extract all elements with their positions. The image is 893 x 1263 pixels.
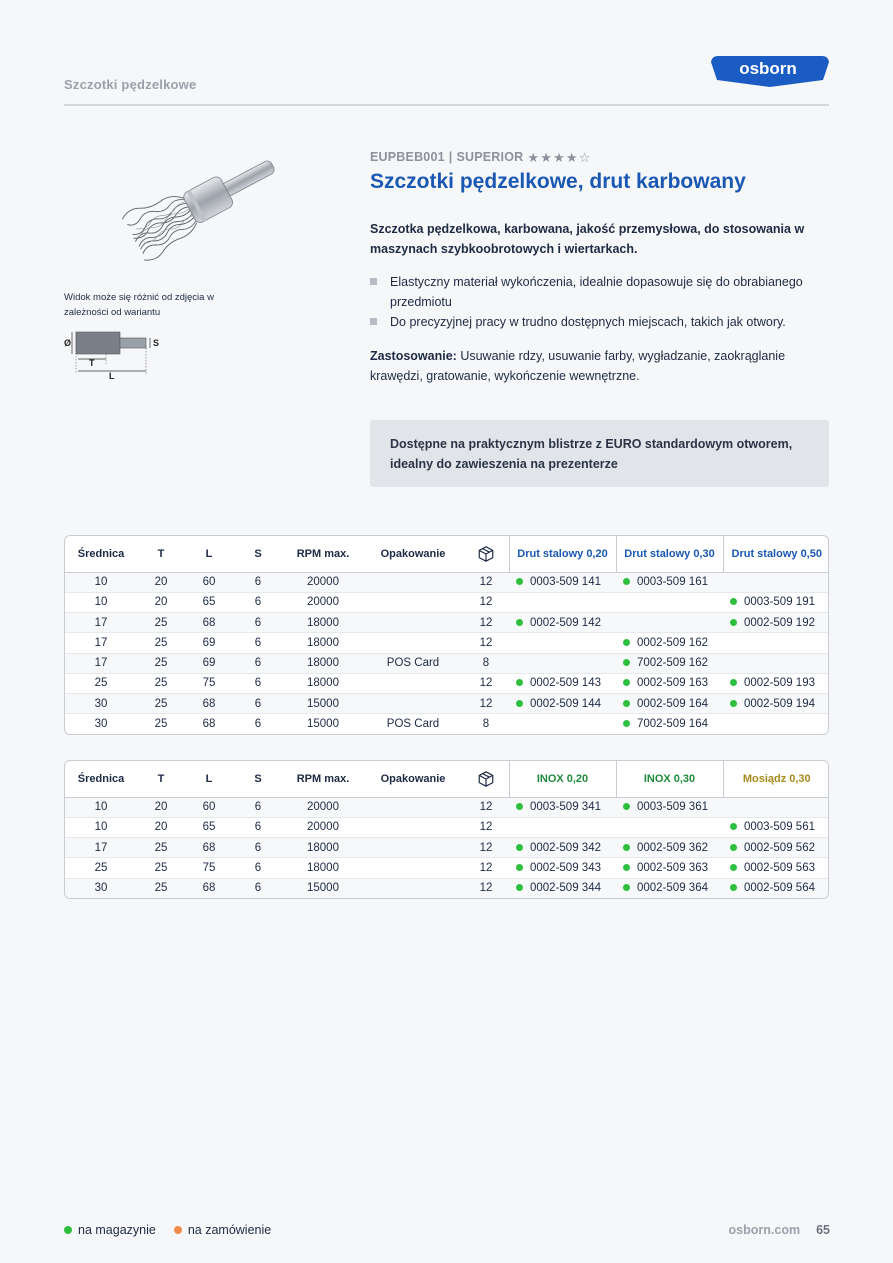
article-number: 0002-509 564: [744, 882, 815, 895]
cell-rpm: 18000: [283, 653, 363, 673]
page-number: 65: [816, 1223, 830, 1237]
cell-rpm: 20000: [283, 797, 363, 817]
article-number: 0003-509 341: [530, 801, 601, 814]
cell-l: 60: [185, 797, 233, 817]
article-number: 0003-509 191: [744, 596, 815, 609]
in-stock-dot-icon: [623, 578, 630, 585]
legend-label: na magazynie: [78, 1223, 156, 1237]
package-box-icon: [477, 545, 495, 563]
cell-s: 6: [233, 797, 283, 817]
cell-article-empty: [723, 653, 829, 673]
cell-diameter: 17: [65, 653, 137, 673]
header-variant-2: INOX 0,30: [616, 761, 723, 797]
cell-article-number[interactable]: [509, 673, 616, 693]
article-number: 0002-509 192: [744, 616, 815, 629]
cell-diameter: 30: [65, 694, 137, 714]
in-stock-dot-icon: [516, 578, 523, 585]
header-s: S: [233, 536, 283, 572]
sku-code: EUPBEB001: [370, 150, 445, 164]
cell-s: 6: [233, 817, 283, 837]
cell-s: 6: [233, 633, 283, 653]
cell-article-empty: [723, 572, 829, 592]
cell-diameter: 10: [65, 797, 137, 817]
legend-on-order: [174, 1223, 271, 1237]
article-number: 0002-509 364: [637, 882, 708, 895]
cell-t: 25: [137, 858, 185, 878]
footer: [729, 1223, 830, 1237]
cell-t: 20: [137, 797, 185, 817]
in-stock-dot-icon: [623, 700, 630, 707]
cell-t: 25: [137, 714, 185, 734]
star-filled-icon: ★: [540, 149, 553, 165]
cell-article-number[interactable]: [616, 572, 723, 592]
cell-package-qty: 12: [463, 817, 509, 837]
cell-package-qty: 12: [463, 572, 509, 592]
product-title: Szczotki pędzelkowe, drut karbowany: [370, 170, 746, 193]
header-t: T: [137, 536, 185, 572]
article-number: 0002-509 562: [744, 841, 815, 854]
cell-article-empty: [616, 817, 723, 837]
cell-diameter: 10: [65, 572, 137, 592]
article-number: 0002-509 193: [744, 677, 815, 690]
cell-s: 6: [233, 653, 283, 673]
cell-article-number[interactable]: [616, 858, 723, 878]
star-filled-icon: ★: [527, 149, 540, 165]
section-title: Szczotki pędzelkowe: [64, 77, 197, 92]
in-stock-dot-icon: [730, 844, 737, 851]
article-number: 0002-509 363: [637, 861, 708, 874]
article-number: 0002-509 143: [530, 677, 601, 690]
header-variant-1: Drut stalowy 0,20: [509, 536, 616, 572]
article-number: 0002-509 344: [530, 882, 601, 895]
bullet-square-icon: [370, 318, 377, 325]
application-description: Usuwanie rdzy, usuwanie farby, wygładzanie, zaokrąglanie krawędzi, gratowanie, wykończenie wewnętrzne.: [370, 349, 786, 383]
in-stock-dot-icon: [623, 803, 630, 810]
cell-l: 69: [185, 633, 233, 653]
cell-article-empty: [616, 613, 723, 633]
cell-s: 6: [233, 673, 283, 693]
cell-s: 6: [233, 838, 283, 858]
in-stock-dot-icon: [516, 884, 523, 891]
cell-t: 25: [137, 653, 185, 673]
star-filled-icon: ★: [565, 149, 578, 165]
cell-packaging: [363, 592, 463, 612]
sku-line: [370, 150, 592, 164]
star-empty-icon: ☆: [578, 149, 591, 165]
cell-article-number[interactable]: [723, 858, 829, 878]
cell-article-empty: [616, 592, 723, 612]
header-rpm: RPM max.: [283, 536, 363, 572]
brush-product-image: [96, 142, 286, 282]
in-stock-dot-icon: [516, 864, 523, 871]
osborn-logo: [710, 52, 830, 88]
product-lead: Szczotka pędzelkowa, karbowana, jakość przemysłowa, do stosowania w maszynach szybkoobrotowych i wiertarkach.: [370, 222, 805, 256]
cell-article-empty: [509, 633, 616, 653]
in-stock-dot-icon: [516, 803, 523, 810]
cell-article-number[interactable]: [723, 694, 829, 714]
table-row: [65, 714, 829, 734]
table-row: [65, 653, 829, 673]
image-disclaimer: Widok może się różnić od zdjęcia w zależności od wariantu: [64, 292, 214, 318]
header-variant-1: INOX 0,20: [509, 761, 616, 797]
header-variant-3: Drut stalowy 0,50: [723, 536, 829, 572]
cell-l: 68: [185, 694, 233, 714]
in-stock-dot-icon: [730, 679, 737, 686]
in-stock-dot-icon: [623, 884, 630, 891]
cell-packaging: [363, 572, 463, 592]
cell-diameter: 25: [65, 673, 137, 693]
cell-l: 75: [185, 858, 233, 878]
in-stock-dot-icon: [623, 844, 630, 851]
article-number: 0002-509 144: [530, 697, 601, 710]
cell-packaging: [363, 797, 463, 817]
header-rpm: RPM max.: [283, 761, 363, 797]
cell-article-empty: [509, 714, 616, 734]
cell-article-empty: [723, 797, 829, 817]
cell-rpm: 15000: [283, 694, 363, 714]
header-s: S: [233, 761, 283, 797]
cell-rpm: 15000: [283, 714, 363, 734]
dimension-diagram: [62, 328, 172, 380]
cell-article-number[interactable]: [616, 878, 723, 898]
cell-article-number[interactable]: [509, 613, 616, 633]
variants-table-inox-brass: [64, 760, 829, 899]
cell-rpm: 18000: [283, 633, 363, 653]
cell-rpm: 20000: [283, 572, 363, 592]
dim-label-s: S: [153, 338, 160, 348]
cell-article-number[interactable]: [509, 838, 616, 858]
article-number: 7002-509 162: [637, 657, 708, 670]
cell-diameter: 30: [65, 714, 137, 734]
article-number: 0002-509 163: [637, 677, 708, 690]
cell-packaging: [363, 858, 463, 878]
cell-diameter: 10: [65, 817, 137, 837]
cell-article-empty: [509, 592, 616, 612]
sku-separator: |: [448, 150, 453, 164]
cell-diameter: 17: [65, 633, 137, 653]
package-box-icon: [477, 770, 495, 788]
cell-packaging: [363, 838, 463, 858]
bullet-square-icon: [370, 278, 377, 285]
legend-label: na zamówienie: [187, 1223, 272, 1237]
cell-package-qty: 8: [463, 653, 509, 673]
cell-rpm: 20000: [283, 817, 363, 837]
application-text: [370, 346, 825, 386]
table-row: [65, 797, 829, 817]
feature-list: [370, 272, 825, 332]
table-row: [65, 572, 829, 592]
cell-s: 6: [233, 714, 283, 734]
dim-label-diameter: Ø: [64, 338, 72, 348]
cell-article-number[interactable]: [723, 838, 829, 858]
cell-rpm: 18000: [283, 838, 363, 858]
cell-package-qty: 12: [463, 797, 509, 817]
cell-article-number[interactable]: [616, 673, 723, 693]
in-stock-dot-icon: [623, 639, 630, 646]
cell-packaging: [363, 817, 463, 837]
table-row: [65, 613, 829, 633]
header-divider: [64, 104, 829, 106]
table-row: [65, 673, 829, 693]
cell-rpm: 20000: [283, 592, 363, 612]
header-variant-3: Mosiądz 0,30: [723, 761, 829, 797]
dim-label-t: T: [89, 358, 95, 368]
in-stock-dot-icon: [516, 619, 523, 626]
cell-s: 6: [233, 878, 283, 898]
cell-s: 6: [233, 694, 283, 714]
quality-tier: SUPERIOR: [456, 150, 524, 164]
in-stock-dot-icon: [730, 864, 737, 871]
cell-package-qty: 8: [463, 714, 509, 734]
cell-article-number[interactable]: [509, 694, 616, 714]
stock-legend: [64, 1223, 289, 1237]
cell-diameter: 10: [65, 592, 137, 612]
table-header-row: [65, 761, 829, 797]
cell-rpm: 15000: [283, 878, 363, 898]
in-stock-dot-icon: [516, 844, 523, 851]
feature-text: Do precyzyjnej pracy w trudno dostępnych miejscach, takich jak otwory.: [390, 315, 786, 329]
in-stock-dot-icon: [730, 884, 737, 891]
in-stock-dot-icon: [730, 619, 737, 626]
cell-t: 25: [137, 613, 185, 633]
green-dot-icon: [64, 1226, 72, 1234]
cell-diameter: 17: [65, 838, 137, 858]
blister-info-box: Dostępne na praktycznym blistrze z EURO standardowym otworem, idealny do zawieszenia na prezenterze: [370, 420, 829, 487]
cell-package-qty: 12: [463, 633, 509, 653]
cell-t: 20: [137, 572, 185, 592]
cell-l: 68: [185, 714, 233, 734]
star-filled-icon: ★: [553, 149, 565, 165]
cell-packaging: [363, 613, 463, 633]
cell-package-qty: 12: [463, 592, 509, 612]
cell-article-number[interactable]: [616, 694, 723, 714]
cell-rpm: 18000: [283, 673, 363, 693]
cell-article-empty: [509, 817, 616, 837]
cell-article-number[interactable]: [723, 878, 829, 898]
cell-t: 20: [137, 592, 185, 612]
cell-packaging: [363, 673, 463, 693]
cell-packaging: POS Card: [363, 714, 463, 734]
article-number: 0002-509 164: [637, 697, 708, 710]
table-row: [65, 592, 829, 612]
cell-l: 68: [185, 613, 233, 633]
cell-packaging: POS Card: [363, 653, 463, 673]
article-number: 0003-509 161: [637, 576, 708, 589]
cell-t: 20: [137, 817, 185, 837]
cell-article-empty: [723, 714, 829, 734]
article-number: 0002-509 142: [530, 616, 601, 629]
cell-t: 25: [137, 838, 185, 858]
variants-table: [65, 536, 829, 734]
cell-s: 6: [233, 858, 283, 878]
cell-s: 6: [233, 592, 283, 612]
article-number: 0002-509 362: [637, 841, 708, 854]
in-stock-dot-icon: [623, 864, 630, 871]
cell-article-number[interactable]: [616, 633, 723, 653]
cell-l: 75: [185, 673, 233, 693]
cell-l: 65: [185, 592, 233, 612]
cell-article-number[interactable]: [616, 653, 723, 673]
cell-t: 25: [137, 673, 185, 693]
cell-article-number[interactable]: [723, 613, 829, 633]
cell-package-qty: 12: [463, 673, 509, 693]
cell-article-number[interactable]: [509, 572, 616, 592]
header-t: T: [137, 761, 185, 797]
header-diameter: Średnica: [65, 536, 137, 572]
in-stock-dot-icon: [623, 659, 630, 666]
article-number: 0002-509 342: [530, 841, 601, 854]
header-l: L: [185, 761, 233, 797]
cell-diameter: 30: [65, 878, 137, 898]
dim-label-l: L: [109, 371, 115, 380]
cell-article-number[interactable]: [509, 858, 616, 878]
table-row: [65, 633, 829, 653]
cell-article-number[interactable]: [723, 673, 829, 693]
cell-packaging: [363, 694, 463, 714]
cell-package-qty: 12: [463, 858, 509, 878]
cell-packaging: [363, 878, 463, 898]
cell-package-qty: 12: [463, 694, 509, 714]
orange-dot-icon: [174, 1226, 182, 1234]
cell-article-empty: [723, 633, 829, 653]
cell-article-number[interactable]: [509, 878, 616, 898]
application-label: Zastosowanie:: [370, 349, 457, 363]
cell-diameter: 17: [65, 613, 137, 633]
table-row: [65, 858, 829, 878]
cell-l: 68: [185, 838, 233, 858]
header-packaging: Opakowanie: [363, 761, 463, 797]
cell-packaging: [363, 633, 463, 653]
feature-item: [370, 272, 825, 312]
cell-article-number[interactable]: [616, 838, 723, 858]
header-package-qty: [463, 536, 509, 572]
in-stock-dot-icon: [730, 598, 737, 605]
header-package-qty: [463, 761, 509, 797]
in-stock-dot-icon: [516, 679, 523, 686]
in-stock-dot-icon: [623, 679, 630, 686]
cell-l: 60: [185, 572, 233, 592]
header-variant-2: Drut stalowy 0,30: [616, 536, 723, 572]
feature-text: Elastyczny materiał wykończenia, idealnie dopasowuje się do obrabianego przedmiotu: [390, 275, 803, 309]
variants-table-steel: [64, 535, 829, 735]
cell-article-number[interactable]: [509, 797, 616, 817]
article-number: 0003-509 561: [744, 821, 815, 834]
cell-rpm: 18000: [283, 858, 363, 878]
cell-s: 6: [233, 572, 283, 592]
legend-in-stock: [64, 1223, 156, 1237]
table-row: [65, 694, 829, 714]
table-header-row: [65, 536, 829, 572]
table-row: [65, 878, 829, 898]
in-stock-dot-icon: [730, 823, 737, 830]
cell-package-qty: 12: [463, 838, 509, 858]
logo-text: osborn: [739, 59, 797, 78]
cell-t: 25: [137, 633, 185, 653]
in-stock-dot-icon: [730, 700, 737, 707]
cell-s: 6: [233, 613, 283, 633]
variants-table: [65, 761, 829, 898]
article-number: 0003-509 361: [637, 801, 708, 814]
header-diameter: Średnica: [65, 761, 137, 797]
cell-diameter: 25: [65, 858, 137, 878]
article-number: 0003-509 141: [530, 576, 601, 589]
cell-article-number[interactable]: [723, 592, 829, 612]
table-row: [65, 838, 829, 858]
footer-site-link[interactable]: osborn.com: [728, 1223, 801, 1237]
header-l: L: [185, 536, 233, 572]
article-number: 0002-509 194: [744, 697, 815, 710]
cell-package-qty: 12: [463, 613, 509, 633]
feature-item: [370, 312, 825, 332]
cell-t: 25: [137, 694, 185, 714]
article-number: 0002-509 563: [744, 861, 815, 874]
cell-article-number[interactable]: [616, 714, 723, 734]
in-stock-dot-icon: [623, 720, 630, 727]
rating-stars: [527, 151, 591, 164]
table-row: [65, 817, 829, 837]
cell-article-number[interactable]: [723, 817, 829, 837]
article-number: 7002-509 164: [637, 718, 708, 731]
cell-l: 68: [185, 878, 233, 898]
cell-article-empty: [509, 653, 616, 673]
cell-l: 65: [185, 817, 233, 837]
in-stock-dot-icon: [516, 700, 523, 707]
cell-t: 25: [137, 878, 185, 898]
cell-rpm: 18000: [283, 613, 363, 633]
article-number: 0002-509 162: [637, 636, 708, 649]
cell-l: 69: [185, 653, 233, 673]
header-packaging: Opakowanie: [363, 536, 463, 572]
cell-article-number[interactable]: [616, 797, 723, 817]
cell-package-qty: 12: [463, 878, 509, 898]
article-number: 0002-509 343: [530, 861, 601, 874]
